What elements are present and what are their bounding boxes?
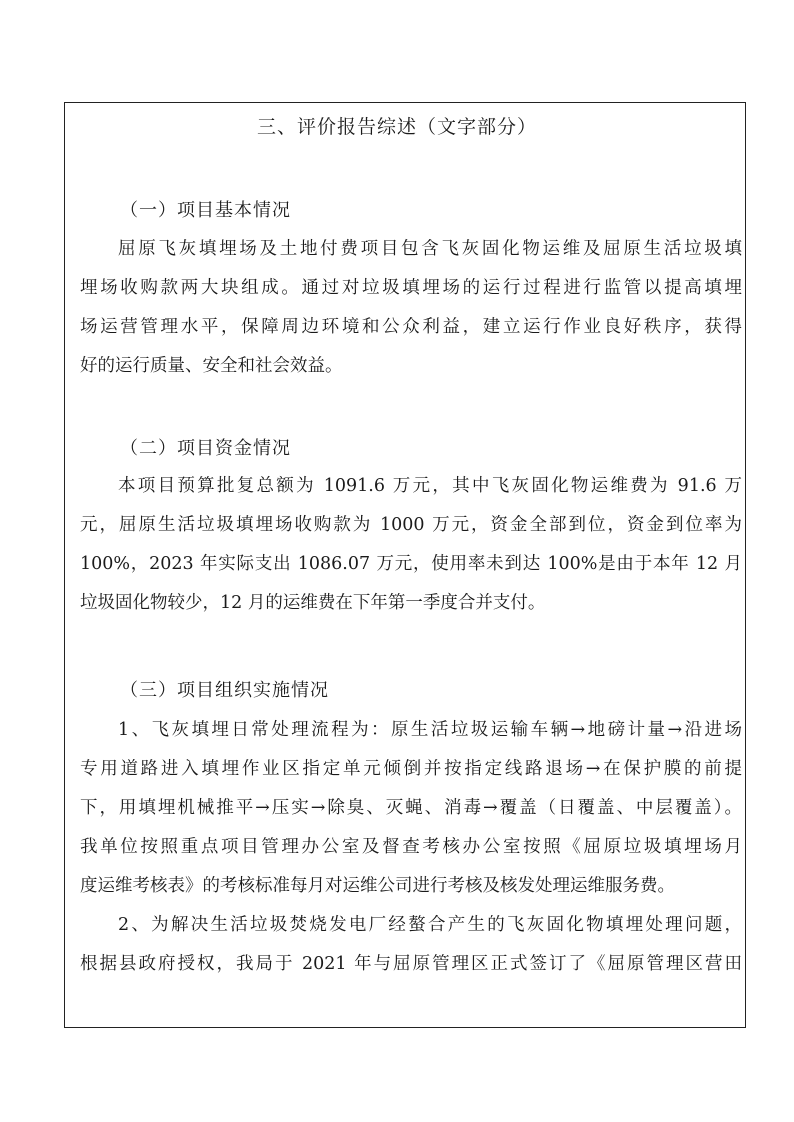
section-heading-implementation: （三）项目组织实施情况	[120, 680, 329, 701]
text-line: 垃圾固化物较少，12 月的运维费在下年第一季度合并支付。	[80, 593, 546, 613]
text-line: 我单位按照重点项目管理办公室及督查考核办公室按照《屈原垃圾填埋场月	[80, 837, 742, 857]
text-line: 100%，2023 年实际支出 1086.07 万元，使用率未到达 100%是由于本年 12 月	[80, 554, 742, 574]
text-line: 1、飞灰填埋日常处理流程为：原生活垃圾运输车辆→地磅计量→沿进场	[118, 720, 742, 740]
paragraph-basic-info	[80, 230, 742, 386]
text-line: 屈原飞灰填埋场及土地付费项目包含飞灰固化物运维及屈原生活垃圾填	[118, 239, 742, 259]
text-line: 场运营管理水平，保障周边环境和公众利益，建立运行作业良好秩序，获得	[80, 317, 742, 337]
text-line: 度运维考核表》的考核标准每月对运维公司进行考核及核发处理运维服务费。	[80, 876, 675, 896]
text-line: 2、为解决生活垃圾焚烧发电厂经螯合产生的飞灰固化物填埋处理问题，	[118, 915, 742, 935]
text-line: 元，屈原生活垃圾填埋场收购款为 1000 万元，资金全部到位，资金到位率为	[80, 515, 742, 535]
text-line: 本项目预算批复总额为 1091.6 万元，其中飞灰固化物运维费为 91.6 万	[118, 476, 742, 496]
text-line: 下，用填埋机械推平→压实→除臭、灭蝇、消毒→覆盖（日覆盖、中层覆盖）。	[80, 798, 742, 818]
paragraph-implementation-2	[80, 906, 742, 984]
section-heading-basic-info: （一）项目基本情况	[120, 200, 291, 221]
section-heading-funding: （二）项目资金情况	[120, 438, 291, 459]
paragraph-funding	[80, 467, 742, 623]
text-line: 好的运行质量、安全和社会效益。	[80, 356, 343, 376]
paragraph-implementation-1	[80, 711, 742, 906]
text-line: 埋场收购款两大块组成。通过对垃圾填埋场的运行过程进行监管以提高填埋	[80, 278, 742, 298]
text-line: 专用道路进入填埋作业区指定单元倾倒并按指定线路退场→在保护膜的前提	[80, 759, 742, 779]
text-line: 根据县政府授权，我局于 2021 年与屈原管理区正式签订了《屈原管理区营田	[80, 954, 742, 974]
page-title: 三、评价报告综述（文字部分）	[256, 116, 537, 138]
